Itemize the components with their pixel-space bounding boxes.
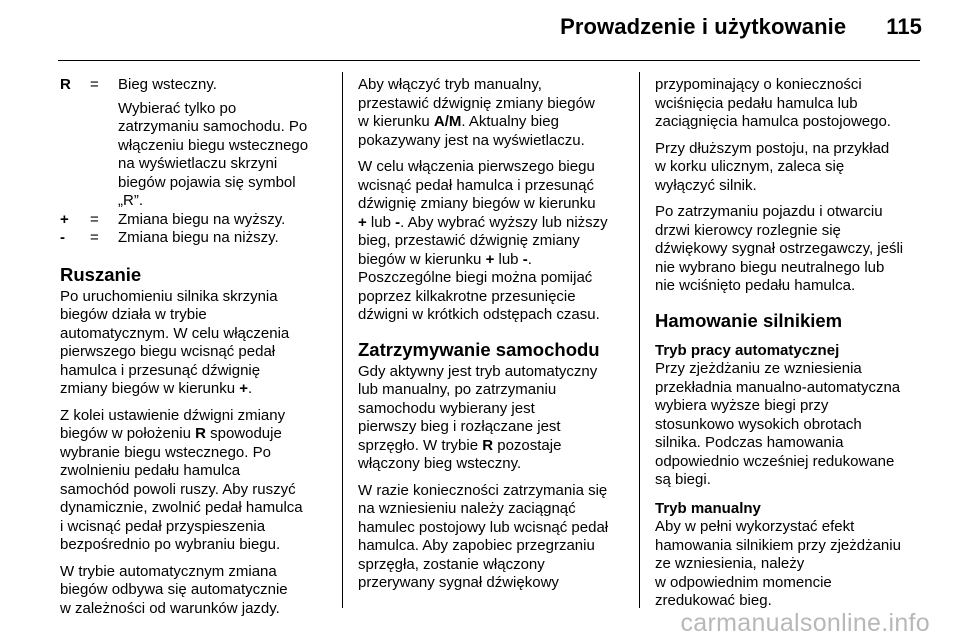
column-divider <box>639 72 640 608</box>
text-run: Po uruchomieniu silnika skrzynia biegów działa w trybie automatycznym. W celu włączenia pierwszego biegu wcisnąć pedał hamulca i przesunąć dźwignię zmiany biegów w kierunku <box>60 287 290 397</box>
page-number: 115 <box>886 14 922 39</box>
definition-row <box>60 229 330 248</box>
paragraph: W razie konieczności zatrzymania się na wzniesieniu należy zaciągnąć hamulec postojowy lub wcisnąć pedał hamulca. Aby zapobiec przegrzaniu sprzęgła, zostanie włączony przerywany sygnał dźwiękowy <box>358 481 609 591</box>
paragraph: Po zatrzymaniu pojazdu i otwarciu drzwi kierowcy rozlegnie się dźwiękowy sygnał ostrzegawczy, jeśli nie wybrano biegu neutralnego lub nie wciśnięto pedału hamulca. <box>655 203 904 294</box>
definition-note: Wybierać tylko po zatrzymaniu samochodu. Po włączeniu biegu wstecznego na wyświetlaczu skrzyni biegów pojawia się symbol „R”. <box>118 99 309 209</box>
definition-equals: = <box>90 229 99 246</box>
column-divider <box>342 72 343 608</box>
paragraph: Przy zjeżdżaniu ze wzniesienia przekładnia manualno-automatyczna wybiera wyższe biegi przy stosunkowo wysokich obrotach silnika. Podczas hamowania odpowiednio wcześniej redukowane są biegi. <box>655 360 901 488</box>
watermark: carmanualsonline.info <box>680 609 930 637</box>
page-header <box>560 14 922 40</box>
definition-key: + <box>60 210 69 228</box>
column-middle <box>358 76 628 601</box>
column-left <box>60 76 330 626</box>
text-run: Z kolei ustawienie dźwigni zmiany biegów w położeniu <box>60 406 286 442</box>
paragraph: Aby w pełni wykorzystać efekt hamowania silnikiem przy zjeżdżaniu ze wzniesienia, należy w odpowiednim momencie zredukować bieg. <box>655 518 901 609</box>
paragraph <box>60 288 330 399</box>
column-right <box>655 76 925 619</box>
definition-row <box>60 76 330 95</box>
text-run: . Aktualny bieg pokazywany jest na wyświetlaczu. <box>358 113 585 149</box>
definition-key: - <box>60 229 65 246</box>
bold-symbol: R <box>482 436 494 454</box>
bold-symbol: A/M <box>433 113 462 130</box>
paragraph <box>358 76 628 150</box>
text-run: Gdy aktywny jest tryb automatyczny lub manualny, po zatrzymaniu samochodu wybierany jest pierwszy bieg i rozłączane jest sprzęgło. W trybie <box>358 362 598 454</box>
bold-symbol: + <box>239 380 249 397</box>
definition-key: R <box>60 76 71 93</box>
bold-symbol: + <box>358 213 367 231</box>
paragraph: przypominający o konieczności wciśnięcia pedału hamulca lub zaciągnięcia hamulca postojowego. <box>655 76 891 130</box>
definition-text: Zmiana biegu na wyższy. <box>118 210 286 228</box>
text-run: pozostaje włączony bieg wsteczny. <box>358 436 562 472</box>
bold-symbol: R <box>195 425 206 442</box>
paragraph <box>358 363 628 474</box>
section-heading: Zatrzymywanie samochodu <box>358 338 600 360</box>
header-divider <box>58 60 920 61</box>
bold-symbol: + <box>485 250 495 268</box>
definition-text: Zmiana biegu na niższy. <box>118 229 279 246</box>
paragraph <box>358 158 628 325</box>
definition-equals: = <box>90 210 99 228</box>
subsection-heading: Tryb pracy automatycznej <box>655 341 840 359</box>
paragraph <box>60 407 330 555</box>
text-run: Aby włączyć tryb manualny, przestawić dźwignię zmiany biegów w kierunku <box>358 76 595 130</box>
definition-text: Bieg wsteczny. <box>118 76 217 93</box>
text-run: . <box>248 380 253 397</box>
page-title: Prowadzenie i użytkowanie <box>560 14 847 39</box>
definition-equals: = <box>90 76 99 93</box>
paragraph: Przy dłuższym postoju, na przykład w korku ulicznym, zaleca się wyłączyć silnik. <box>655 139 890 194</box>
definition-row <box>60 211 330 230</box>
text-run: lub <box>494 250 523 268</box>
paragraph: W trybie automatycznym zmiana biegów odbywa się automatycznie w zależności od warunków jazdy. <box>60 562 288 617</box>
text-run: spowoduje wybranie biegu wstecznego. Po zwolnieniu pedału hamulca samochód powoli ruszy. Aby ruszyć dynamicznie, zwolnić pedał hamulca i wcisnąć pedał przyspieszenia bezpośrednio po wybraniu biegu. <box>60 425 303 553</box>
text-run: . Aby wybrać wyższy lub niższy bieg, przestawić dźwignię zmiany biegów w kierunku <box>358 213 608 268</box>
text-run: . Poszczególne biegi można pomijać poprzez kilkakrotne przesunięcie dźwigni w krótkich odstępach czasu. <box>358 250 600 323</box>
section-heading: Ruszanie <box>60 263 142 285</box>
section-heading: Hamowanie silnikiem <box>655 309 843 331</box>
bold-symbol: - <box>522 250 528 268</box>
subsection-heading: Tryb manualny <box>655 499 761 517</box>
text-run: W celu włączenia pierwszego biegu wcisnąć pedał hamulca i przesunąć dźwignię zmiany biegów w kierunku <box>358 158 596 212</box>
bold-symbol: - <box>395 213 401 231</box>
text-run: lub <box>366 213 396 231</box>
